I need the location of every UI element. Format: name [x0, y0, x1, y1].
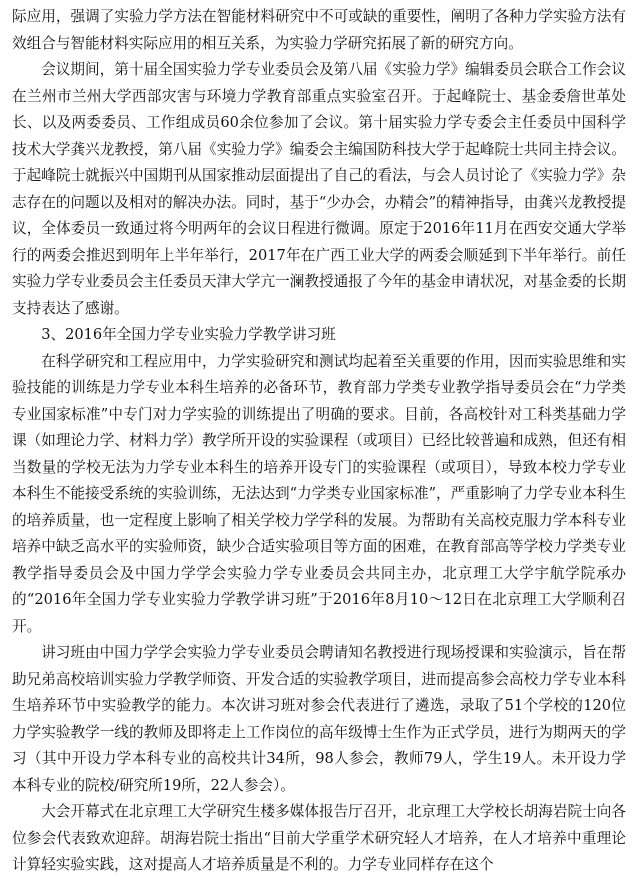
paragraph-workshop-details: 讲习班由中国力学学会实验力学专业委员会聘请知名教授进行现场授课和实验演示，旨在帮助兄弟高校培训实验力学教学师资、开发合适的实验教学项目，进而提高参会高校力学专业本科生培养环节中实验教学的能力。本次讲习班对参会代表进行了遴选，录取了51个学校的120位力学实验教学一线的教师及即将走上工作岗位的高年级博士生作为正式学员，进行为期两天的学习（其中开设力学本科专业的高校共计34所，98人参会，教师79人，学生19人。未开设力学本科专业的院校/研究所19所，22人参会）。	[12, 644, 626, 794]
section-heading: 3、2016年全国力学专业实验力学教学讲习班	[41, 326, 336, 343]
paragraph-continuation: 际应用，强调了实验力学方法在智能材料研究中不可或缺的重要性，阐明了各种力学实验方法有效组合与智能材料实际应用的相互关系，为实验力学研究拓展了新的研究方向。	[12, 8, 626, 52]
paragraph-committee-meeting: 会议期间，第十届全国实验力学专业委员会及第八届《实验力学》编辑委员会联合工作会议在兰州市兰州大学西部灾害与环境力学教育部重点实验室召开。于起峰院士、基金委詹世革处长、以及两委委员、工作组成员60余位参加了会议。第十届实验力学专委会主任委员中国科学技术大学龚兴龙教授，第八届《实验力学》编委会主编国防科技大学于起峰院士共同主持会议。于起峰院士就振兴中国期刊从国家推动层面提出了自己的看法，与会人员讨论了《实验力学》杂志存在的问题以及相对的解决办法。同时，基于“少办会，办精会”的精神指导，由龚兴龙教授提议，全体委员一致通过将今明两年的会议日程进行微调。原定于2016年11月在西安交通大学举行的两委会推迟到明年上半年举行，2017年在广西工业大学的两委会顺延到下半年举行。前任实验力学专业委员会主任委员天津大学亢一澜教授通报了今年的基金申请状况，对基金委的长期支持表达了感谢。	[12, 61, 626, 317]
paragraph-opening-ceremony: 大会开幕式在北京理工大学研究生楼多媒体报告厅召开，北京理工大学校长胡海岩院士向各位参会代表致欢迎辞。胡海岩院士指出“目前大学重学术研究轻人才培养，在人才培养中重理论计算轻实验实践，这对提高人才培养质量是不利的。力学专业同样存在这个	[12, 803, 626, 873]
paragraph-workshop-background: 在科学研究和工程应用中，力学实验研究和测试均起着至关重要的作用，因而实验思维和实验技能的训练是力学专业本科生培养的必备环节，教育部力学类专业教学指导委员会在“力学类专业国家标准”中专门对力学实验的训练提出了明确的要求。目前，各高校针对工科类基础力学课（如理论力学、材料力学）教学所开设的实验课程（或项目）已经比较普遍和成熟，但还有相当数量的学校无法为力学专业本科生的培养开设专门的实验课程（或项目），导致本校力学专业本科生不能接受系统的实验训练，无法达到“力学类专业国家标准”，严重影响了力学专业本科生的培养质量，也一定程度上影响了相关学校力学学科的发展。为帮助有关高校克服力学本科专业培养中缺乏高水平的实验师资，缺少合适实验项目等方面的困难，在教育部高等学校力学类专业教学指导委员会及中国力学学会实验力学专业委员会共同主办，北京理工大学宇航学院承办的“2016年全国力学专业实验力学教学讲习班”于2016年8月10～12日在北京理工大学顺利召开。	[12, 352, 626, 635]
